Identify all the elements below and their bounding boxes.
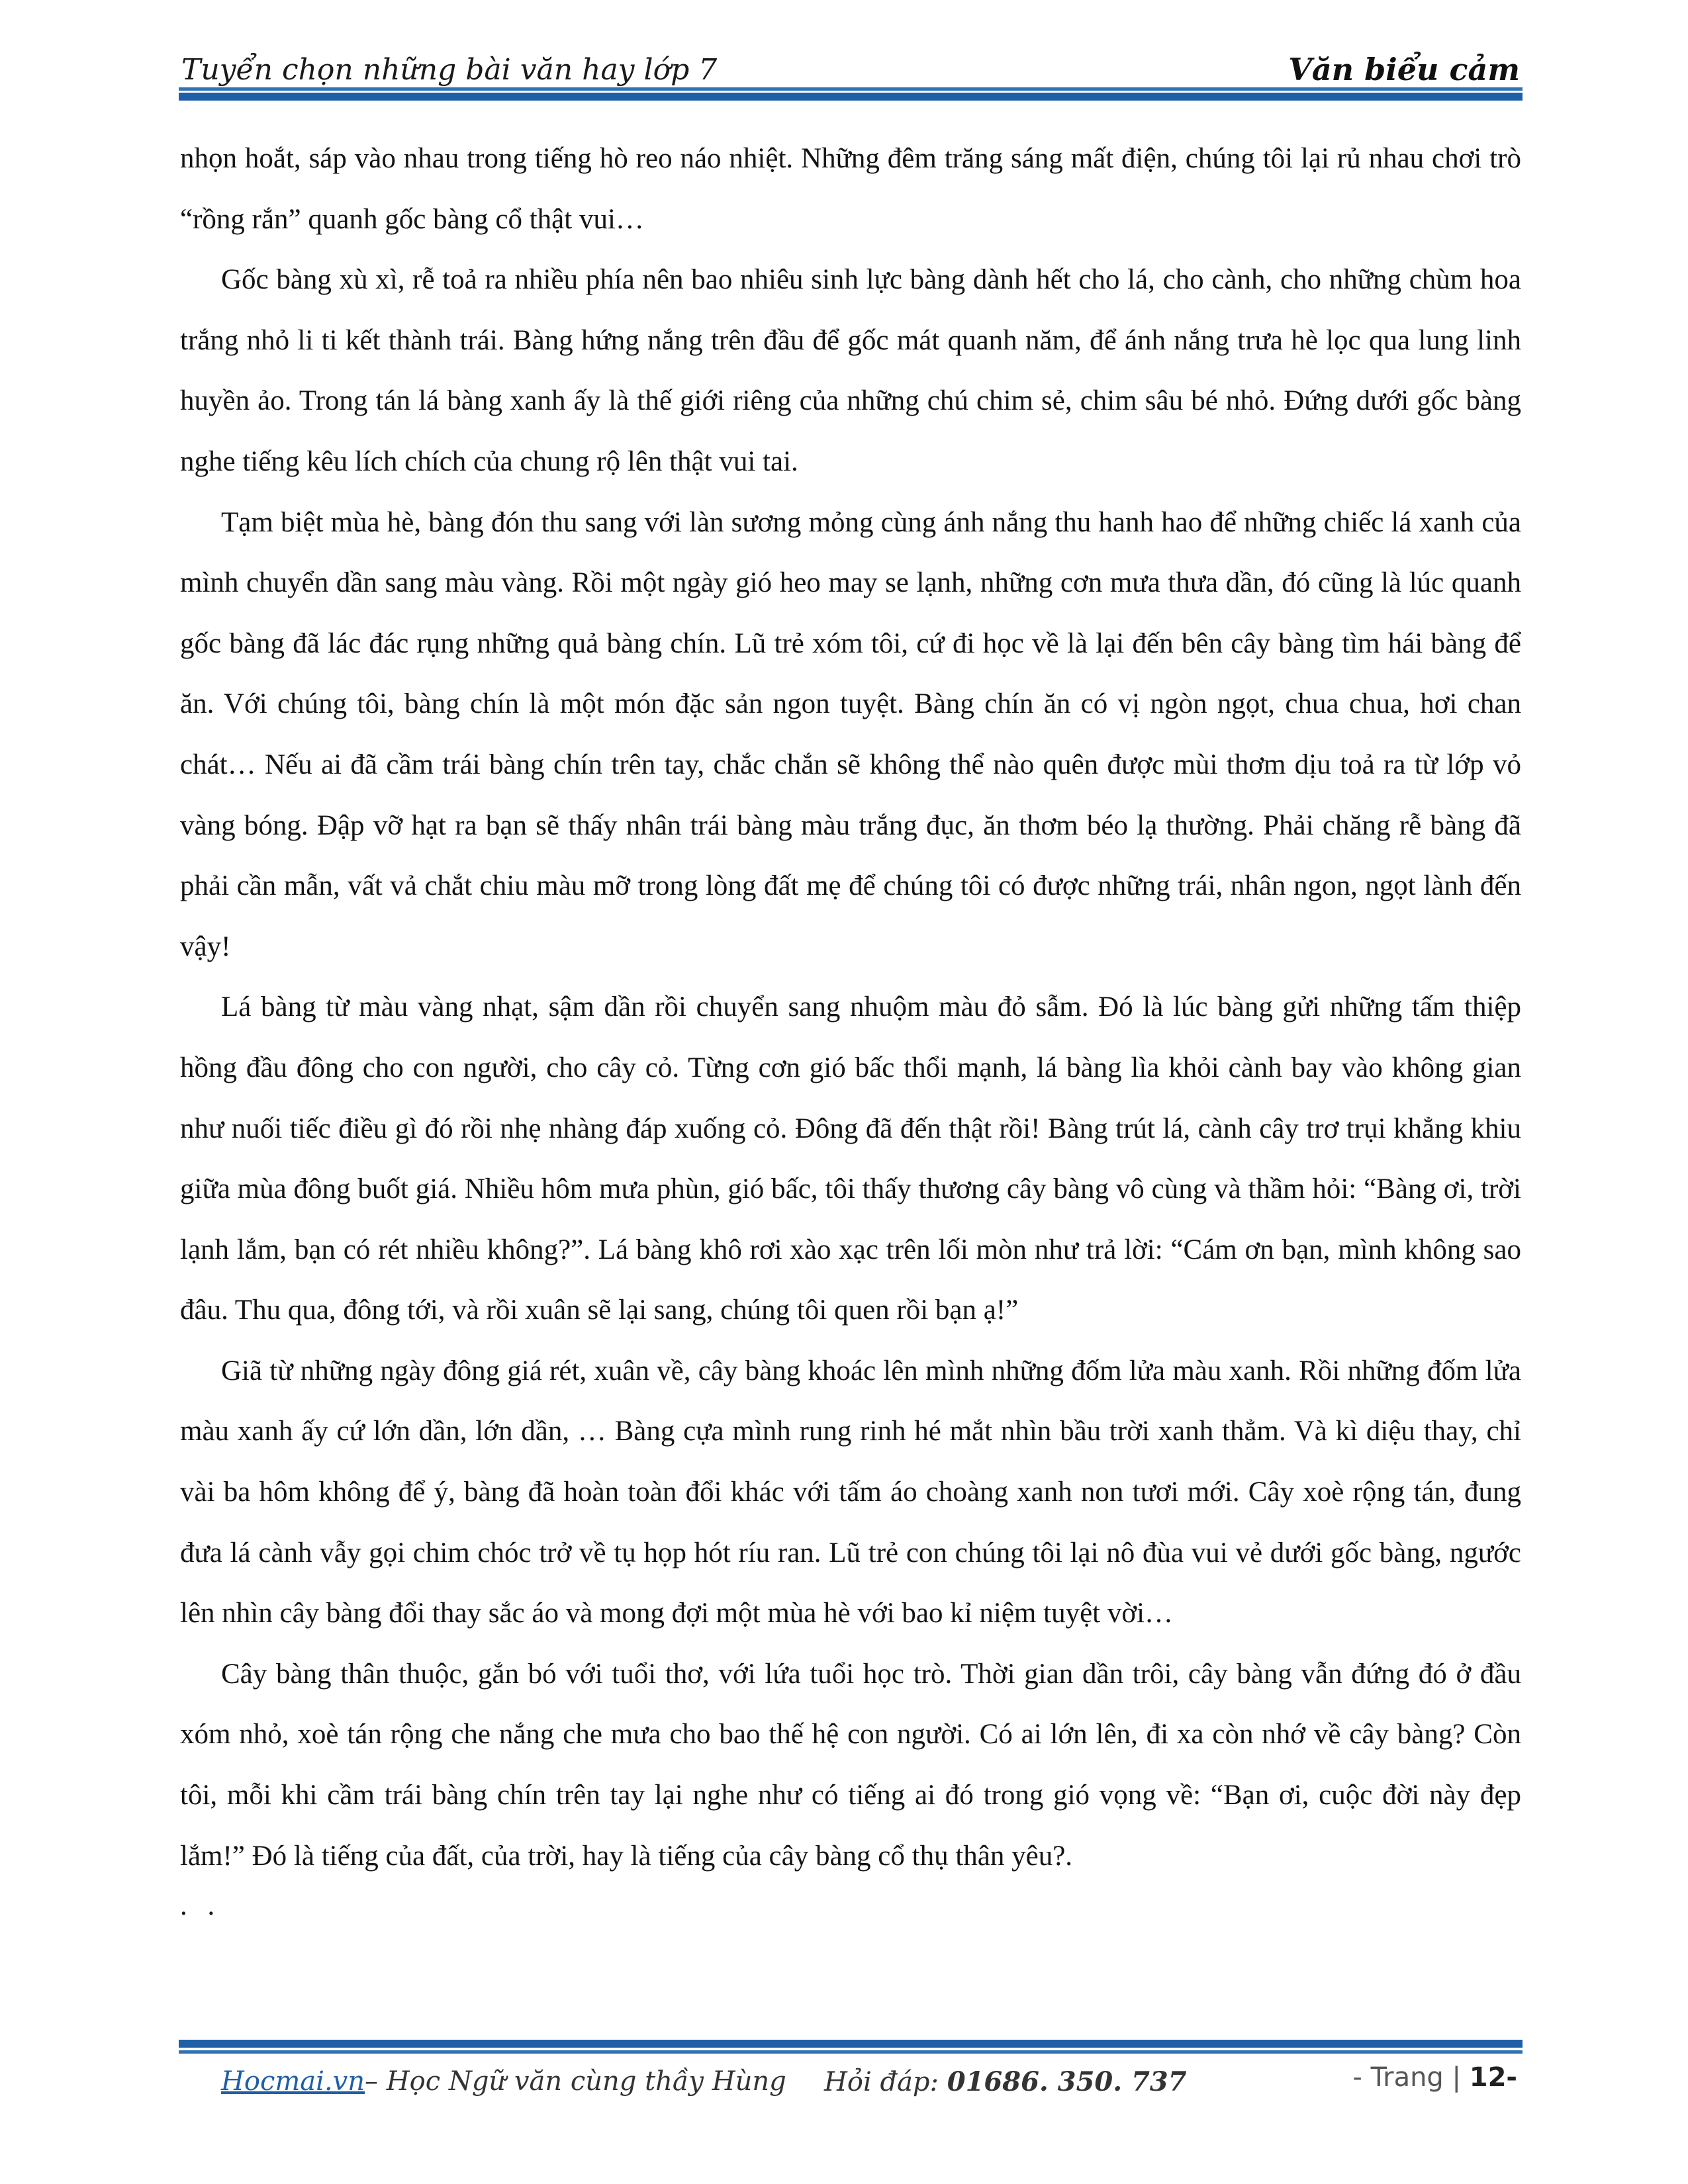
paragraph: Giã từ những ngày đông giá rét, xuân về, cây bàng khoác lên mình những đốm lửa màu xanh. Rồi những đốm lửa màu xanh ấy cứ lớn dần, lớn dần, … Bàng cựa mình rung rinh hé mắt nhìn bầu trời xanh thẳm. Và kì diệu thay, chỉ vài ba hôm không để ý, bàng đã hoàn toàn đổi khác với tấm áo choàng xanh non tươi mới. Cây xoè rộng tán, đung đưa lá cành vẫy gọi chim chóc trở về tụ họp hót ríu ran. Lũ trẻ con chúng tôi lại nô đùa vui vẻ dưới gốc bàng, ngước lên nhìn cây bàng đổi thay sắc áo và mong đợi một mùa hè với bao kỉ niệm tuyệt vời… <box>180 1355 1521 1629</box>
footer-rule-thick <box>179 2040 1523 2048</box>
page-prefix: - Trang | <box>1352 2062 1470 2093</box>
page-footer <box>179 2061 1523 2107</box>
page-indicator <box>1352 2062 1517 2093</box>
help-label: Hỏi đáp: <box>824 2067 947 2097</box>
page-number: 12- <box>1469 2062 1517 2093</box>
hocmai-link[interactable]: Hocmai.vn <box>221 2066 365 2097</box>
paragraph: Gốc bàng xù xì, rễ toả ra nhiều phía nên bao nhiêu sinh lực bàng dành hết cho lá, cho cành, cho những chùm hoa trắng nhỏ li ti kết thành trái. Bàng hứng nắng trên đầu để gốc mát quanh năm, để ánh nắng trưa hè lọc qua lung linh huyền ảo. Trong tán lá bàng xanh ấy là thế giới riêng của những chú chim sẻ, chim sâu bé nhỏ. Đứng dưới gốc bàng nghe tiếng kêu lích chích của chung rộ lên thật vui tai. <box>180 264 1521 477</box>
help-phone: 01686. 350. 737 <box>947 2066 1187 2097</box>
header-rule-thin <box>179 87 1523 91</box>
footer-site <box>221 2066 786 2097</box>
book-title: Tuyển chọn những bài văn hay lớp 7 <box>181 53 718 87</box>
essay-body <box>180 128 1521 1926</box>
paragraph: Tạm biệt mùa hè, bàng đón thu sang với làn sương mỏng cùng ánh nắng thu hanh hao để những chiếc lá xanh của mình chuyển dần sang màu vàng. Rồi một ngày gió heo may se lạnh, những cơn mưa thưa dần, đó cũng là lúc quanh gốc bàng đã lác đác rụng những quả bàng chín. Lũ trẻ xóm tôi, cứ đi học về là lại đến bên cây bàng tìm hái bàng để ăn. Với chúng tôi, bàng chín là một món đặc sản ngon tuyệt. Bàng chín ăn có vị ngòn ngọt, chua chua, hơi chan chát… Nếu ai đã cầm trái bàng chín trên tay, chắc chắn sẽ không thể nào quên được mùi thơm dịu toả ra từ lớp vỏ vàng bóng. Đập vỡ hạt ra bạn sẽ thấy nhân trái bàng màu trắng đục, ăn thơm béo lạ thường. Phải chăng rễ bàng đã phải cần mẫn, vất vả chắt chiu màu mỡ trong lòng đất mẹ để chúng tôi có được những trái, nhân ngon, ngọt lành đến vậy! <box>180 506 1521 962</box>
paragraph: nhọn hoắt, sáp vào nhau trong tiếng hò reo náo nhiệt. Những đêm trăng sáng mất điện, chúng tôi lại rủ nhau chơi trò “rồng rắn” quanh gốc bàng cổ thật vui… <box>180 143 1521 235</box>
header-rule-thick <box>179 93 1523 101</box>
footer-help <box>824 2066 1187 2097</box>
paragraph: Lá bàng từ màu vàng nhạt, sậm dần rồi chuyển sang nhuộm màu đỏ sẫm. Đó là lúc bàng gửi những tấm thiệp hồng đầu đông cho con người, cho cây cỏ. Từng cơn gió bấc thổi mạnh, lá bàng lìa khỏi cành bay vào không gian như nuối tiếc điều gì đó rồi nhẹ nhàng đáp xuống cỏ. Đông đã đến thật rồi! Bàng trút lá, cành cây trơ trụi khẳng khiu giữa mùa đông buốt giá. Nhiều hôm mưa phùn, gió bấc, tôi thấy thương cây bàng vô cùng và thầm hỏi: “Bàng ơi, trời lạnh lắm, bạn có rét nhiều không?”. Lá bàng khô rơi xào xạc trên lối mòn như trả lời: “Cám ơn bạn, mình không sao đâu. Thu qua, đông tới, và rồi xuân sẽ lại sang, chúng tôi quen rồi bạn ạ!” <box>180 991 1521 1326</box>
footer-rule-thin <box>179 2050 1523 2054</box>
footer-tagline: – Học Ngữ văn cùng thầy Hùng <box>365 2066 786 2097</box>
section-title: Văn biểu cảm <box>1288 52 1520 87</box>
page-header <box>179 48 1523 87</box>
trailing-dots: . . <box>180 1890 222 1922</box>
paragraph: Cây bàng thân thuộc, gắn bó với tuổi thơ, với lứa tuổi học trò. Thời gian dần trôi, cây bàng vẫn đứng đó ở đầu xóm nhỏ, xoè tán rộng che nắng che mưa cho bao thế hệ con người. Có ai lớn lên, đi xa còn nhớ về cây bàng? Còn tôi, mỗi khi cầm trái bàng chín trên tay lại nghe như có tiếng ai đó trong gió vọng về: “Bạn ơi, cuộc đời này đẹp lắm!” Đó là tiếng của đất, của trời, hay là tiếng của cây bàng cổ thụ thân yêu?. <box>180 1658 1521 1872</box>
